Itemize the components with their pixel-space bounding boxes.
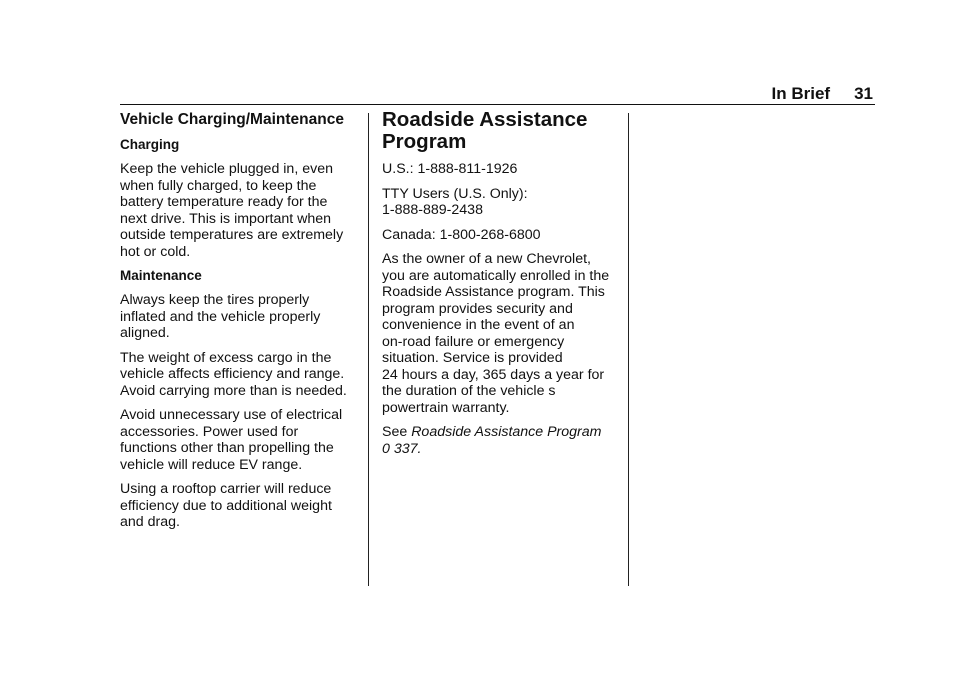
- see-reference-link[interactable]: Roadside Assistance Program: [411, 424, 602, 440]
- roadside-assistance-heading: [382, 109, 618, 153]
- column-divider-1: [368, 113, 369, 586]
- text-line: battery temperature ready for the: [120, 194, 328, 210]
- text-line: accessories. Power used for: [120, 423, 299, 440]
- text-line: [382, 441, 618, 458]
- charging-subheading: Charging: [120, 137, 180, 152]
- text-line: Always keep the tires properly: [120, 292, 310, 308]
- heading-line: Program: [382, 130, 467, 153]
- text-line: TTY Users (U.S. Only):: [382, 185, 528, 202]
- text-line: functions other than propelling the: [120, 440, 334, 456]
- maintenance-paragraph-rooftop: [120, 481, 355, 531]
- roadside-description: [382, 251, 618, 416]
- maintenance-paragraph-accessories: [120, 407, 355, 473]
- vehicle-charging-heading: Vehicle Charging/Maintenance: [120, 111, 344, 128]
- text-line: next drive. This is important when: [120, 210, 332, 227]
- text-line: [382, 424, 618, 441]
- text-line: 24 hours a day, 365 days a year for: [382, 366, 605, 383]
- column-divider-2: [628, 113, 629, 586]
- text-line: Avoid unnecessary use of electrical: [120, 407, 343, 423]
- text-line: vehicle will reduce EV range.: [120, 456, 303, 473]
- text-line: when fully charged, to keep the: [120, 177, 317, 194]
- text-line: the duration of the vehicle s: [382, 383, 556, 399]
- page-number: 31: [854, 84, 873, 103]
- text-line: inflated and the vehicle properly: [120, 308, 321, 325]
- section-title: In Brief: [771, 84, 831, 103]
- middle-column: [382, 110, 618, 465]
- maintenance-paragraph-cargo: [120, 350, 355, 400]
- charging-paragraph: [120, 161, 355, 260]
- see-reference: [382, 424, 618, 457]
- maintenance-subheading: Maintenance: [120, 268, 202, 283]
- text-line: The weight of excess cargo in the: [120, 349, 332, 366]
- text-line: powertrain warranty.: [382, 399, 510, 416]
- maintenance-paragraph-tires: [120, 292, 355, 342]
- text-line: and drag.: [120, 514, 180, 530]
- text-line: As the owner of a new Chevrolet,: [382, 251, 591, 267]
- text-line: aligned.: [120, 325, 170, 341]
- see-page-ref[interactable]: 0 337.: [382, 440, 422, 457]
- text-line: you are automatically enrolled in the: [382, 267, 610, 284]
- text-line: on-road failure or emergency: [382, 333, 565, 350]
- text-line: convenience in the event of an: [382, 317, 575, 333]
- text-line: situation. Service is provided: [382, 350, 563, 366]
- tty-phone: [382, 186, 618, 219]
- text-line: Using a rooftop carrier will reduce: [120, 481, 332, 497]
- header-text: [772, 84, 873, 104]
- us-phone: U.S.: 1-888-811-1926: [382, 161, 518, 177]
- canada-phone: Canada: 1-800-268-6800: [382, 226, 541, 243]
- text-line: Roadside Assistance program. This: [382, 284, 605, 300]
- text-line: Avoid carrying more than is needed.: [120, 382, 347, 399]
- text-line: outside temperatures are extremely: [120, 227, 344, 243]
- text-line: vehicle affects efficiency and range.: [120, 366, 345, 382]
- page-header: [120, 84, 875, 105]
- text-line: hot or cold.: [120, 243, 191, 260]
- see-prefix: See: [382, 424, 412, 440]
- text-line: program provides security and: [382, 300, 573, 317]
- heading-line: Roadside Assistance: [382, 108, 588, 131]
- text-line: 1-888-889-2438: [382, 202, 483, 218]
- text-line: Keep the vehicle plugged in, even: [120, 161, 333, 177]
- text-line: efficiency due to additional weight: [120, 497, 332, 514]
- left-column: [120, 110, 355, 539]
